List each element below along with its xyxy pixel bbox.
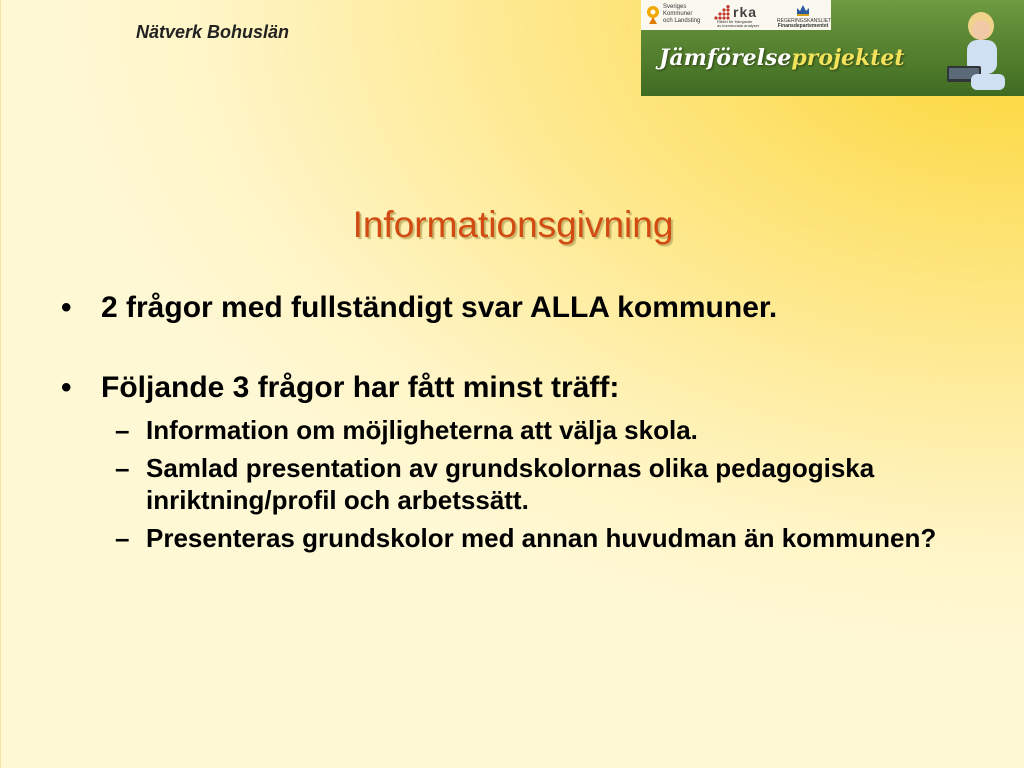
skl-logo: Sveriges Kommuner och Landsting xyxy=(645,3,711,27)
list-item: • Följande 3 frågor har fått minst träff: xyxy=(61,371,620,404)
regeringskansliet-logo: REGERINGSKANSLIET Finansdepartementet xyxy=(777,3,829,27)
skl-logo-icon xyxy=(645,5,661,25)
network-name: Nätverk Bohuslän xyxy=(136,22,290,42)
dash-marker: – xyxy=(115,415,130,445)
sub-list-item: – Presenteras grundskolor med annan huvudman än kommunen? xyxy=(115,523,937,553)
banner-photo xyxy=(641,30,1024,96)
logo-strip xyxy=(641,0,831,30)
dash-marker: – xyxy=(115,523,130,553)
rka-logo: rka Rådet för främjande av kommunala analyser xyxy=(713,3,773,27)
banner-title: Jämförelseprojektet xyxy=(659,45,905,71)
project-banner xyxy=(641,0,1024,96)
list-item: • 2 frågor med fullständigt svar ALLA kommuner. xyxy=(61,291,778,324)
sub-list-item: – Information om möjligheterna att välja skola. xyxy=(115,415,698,445)
dash-marker: – xyxy=(115,453,130,483)
bullet-marker: • xyxy=(61,291,72,324)
sub-list-item: – Samlad presentation av grundskolornas olika pedagogiska inriktning/profil och arbetssätt. xyxy=(115,453,875,515)
child-with-laptop-image xyxy=(941,8,1011,96)
crown-icon xyxy=(795,3,811,17)
slide-title: Informationsgivning xyxy=(352,204,674,245)
bullet-marker: • xyxy=(61,371,72,404)
bullet-list xyxy=(61,290,961,554)
